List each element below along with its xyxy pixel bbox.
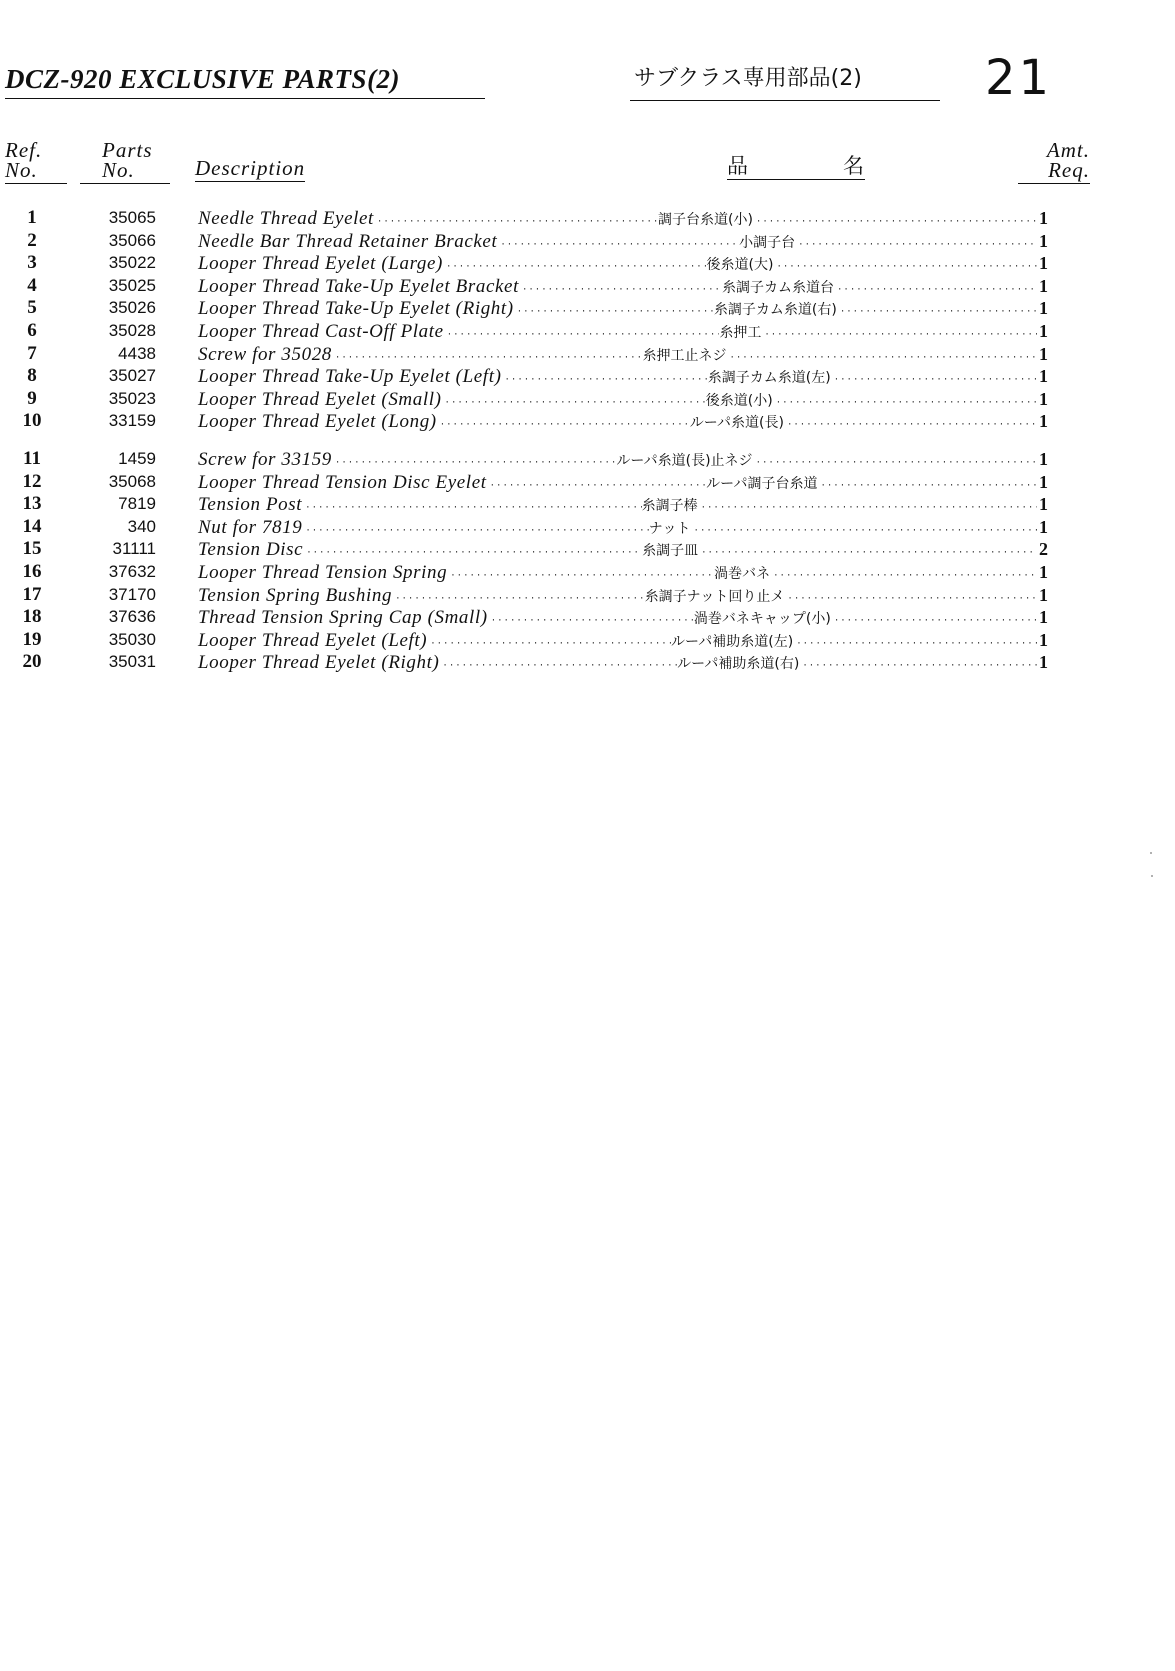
part-number: 340 [127, 516, 156, 536]
header-req-label: Req. [1048, 158, 1090, 182]
part-description: Looper Thread Eyelet (Small) [198, 388, 442, 410]
amount-required: 1 [1039, 230, 1048, 251]
part-description: Looper Thread Eyelet (Long) [198, 411, 437, 433]
part-number: 35066 [108, 230, 156, 250]
part-name-jp: 糸調子皿 [642, 543, 699, 560]
amount-required: 1 [1039, 343, 1048, 364]
part-number: 35065 [108, 208, 156, 227]
part-number: 35025 [108, 275, 156, 295]
parts-row [0, 320, 1175, 343]
part-description: Nut for 7819 [198, 516, 303, 538]
part-number: 37636 [108, 607, 156, 627]
part-name-jp: 糸調子棒 [641, 498, 698, 515]
part-number: 35022 [108, 253, 156, 273]
part-number: 35028 [108, 320, 156, 340]
amount-required: 1 [1038, 561, 1048, 582]
part-number: 31111 [112, 539, 156, 559]
ref-no: 8 [27, 365, 37, 387]
parts-row [0, 207, 1175, 230]
parts-row [0, 561, 1175, 584]
scan-speck [1151, 875, 1153, 877]
ref-no: 9 [27, 387, 37, 409]
header-jp-char-a: 品 [727, 154, 749, 178]
part-name-jp: ナット [648, 520, 691, 537]
header-description: Description [195, 156, 306, 180]
part-name-jp: 糸押工 [719, 324, 762, 341]
header-japanese-name [727, 156, 865, 180]
parts-row [0, 493, 1175, 516]
part-description: Looper Thread Eyelet (Left) [198, 629, 428, 651]
part-description: Looper Thread Cast-Off Plate [198, 320, 444, 342]
part-number: 37170 [108, 584, 156, 604]
ref-no: 15 [22, 538, 42, 560]
ref-no: 4 [27, 274, 37, 296]
parts-row [0, 629, 1175, 652]
part-name-jp: ルーパ糸道(長)止ネジ [616, 452, 753, 469]
parts-row [0, 230, 1175, 253]
parts-row [0, 516, 1175, 539]
parts-row [0, 651, 1175, 674]
scan-speck [1150, 852, 1152, 854]
part-name-jp: ルーパ補助糸道(右) [677, 656, 800, 673]
part-description: Screw for 35028 [198, 343, 332, 365]
amount-required: 1 [1039, 652, 1048, 673]
ref-no: 10 [22, 410, 42, 432]
dot-leader [437, 414, 690, 436]
part-name-jp: 渦巻バネ [714, 565, 771, 582]
amount-required: 1 [1039, 388, 1048, 409]
part-description: Looper Thread Take-Up Eyelet Bracket [198, 275, 519, 297]
amount-required: 1 [1038, 471, 1048, 492]
ref-no: 1 [27, 207, 37, 228]
parts-row [0, 297, 1175, 320]
page-title: DCZ-920 EXCLUSIVE PARTS(2) [5, 62, 485, 99]
parts-row [0, 410, 1175, 433]
ref-no: 7 [27, 342, 37, 364]
page-number: 21 [985, 50, 1053, 106]
part-description: Looper Thread Tension Disc Eyelet [198, 471, 487, 493]
part-name-jp: ルーパ補助糸道(左) [670, 633, 794, 650]
part-number: 35068 [108, 471, 156, 491]
ref-no: 13 [22, 493, 42, 515]
ref-no: 5 [27, 297, 37, 319]
amount-required: 1 [1038, 607, 1048, 628]
part-number: 35023 [108, 388, 156, 408]
part-number: 35026 [108, 298, 156, 318]
ref-no: 12 [22, 470, 42, 492]
amount-required: 1 [1038, 629, 1048, 650]
part-description: Screw for 33159 [198, 448, 332, 470]
dot-leader [439, 655, 677, 677]
part-description: Looper Thread Eyelet (Large) [198, 253, 443, 275]
part-description: Looper Thread Take-Up Eyelet (Right) [198, 298, 514, 320]
parts-row [0, 471, 1175, 494]
part-name-jp: ルーパ調子台糸道 [706, 475, 818, 492]
page-title-jp: サブクラス専用部品(2) [630, 62, 940, 101]
parts-row [0, 606, 1175, 629]
amount-required: 1 [1038, 411, 1048, 432]
amount-required: 1 [1039, 320, 1048, 341]
ref-no: 17 [22, 583, 42, 605]
part-name-jp: 糸調子カム糸道(右) [713, 302, 837, 319]
header-amt-label: Amt. [1046, 138, 1090, 162]
part-name-jp: 渦巻バネキャップ(小) [693, 611, 831, 628]
ref-no: 2 [27, 229, 37, 251]
ref-no: 16 [22, 560, 42, 582]
part-number: 35031 [108, 652, 156, 672]
header-parts-label: Parts [102, 138, 153, 162]
amount-required: 2 [1039, 539, 1048, 560]
part-name-jp: 調子台糸道(小) [657, 212, 753, 228]
header-parts-no-label: No. [102, 158, 135, 182]
amount-required: 1 [1038, 448, 1048, 469]
parts-row [0, 388, 1175, 411]
ref-no: 18 [22, 606, 42, 628]
part-description: Needle Bar Thread Retainer Bracket [198, 230, 498, 252]
part-description: Needle Thread Eyelet [198, 208, 374, 229]
dot-leader [784, 414, 1037, 436]
amount-required: 1 [1038, 584, 1048, 605]
parts-row [0, 365, 1175, 388]
parts-row [0, 538, 1175, 561]
part-number: 35027 [108, 366, 156, 386]
part-name-jp: 糸調子ナット回り止メ [644, 588, 785, 605]
ref-no: 20 [22, 651, 42, 673]
part-description: Tension Post [198, 494, 303, 516]
amount-required: 1 [1039, 208, 1048, 228]
amount-required: 1 [1039, 275, 1048, 296]
part-number: 35030 [108, 629, 156, 649]
header-parts-no [80, 140, 170, 184]
parts-row [0, 275, 1175, 298]
amount-required: 1 [1039, 366, 1048, 387]
part-number: 4438 [118, 343, 156, 363]
amount-required: 1 [1038, 253, 1048, 274]
part-number: 37632 [108, 561, 156, 581]
part-description: Looper Thread Take-Up Eyelet (Left) [198, 366, 502, 388]
header-amt-req [1018, 140, 1090, 184]
ref-no: 14 [22, 515, 42, 537]
parts-row [0, 448, 1175, 471]
part-number: 1459 [118, 448, 156, 468]
parts-row [0, 343, 1175, 366]
parts-row [0, 252, 1175, 275]
header-ref-label: Ref. [5, 138, 43, 162]
ref-no: 6 [27, 319, 37, 341]
row-line [198, 410, 1048, 436]
row-line [198, 651, 1048, 677]
part-name-jp: 後糸道(小) [705, 392, 773, 409]
amount-required: 1 [1038, 494, 1048, 515]
part-description: Looper Thread Tension Spring [198, 561, 448, 583]
dot-leader [799, 655, 1037, 677]
ref-no: 3 [27, 252, 37, 274]
part-description: Thread Tension Spring Cap (Small) [198, 607, 488, 629]
part-name-jp: 糸押工止ネジ [642, 347, 727, 364]
ref-no: 11 [23, 447, 41, 469]
header-ref-no [5, 140, 67, 184]
part-description: Looper Thread Eyelet (Right) [198, 652, 440, 674]
amount-required: 1 [1038, 298, 1048, 319]
part-name-jp: ルーパ糸道(長) [689, 415, 784, 432]
part-description: Tension Spring Bushing [198, 584, 393, 606]
parts-row [0, 584, 1175, 607]
header-ref-no-label: No. [5, 158, 38, 182]
header-jp-char-b: 名 [843, 154, 865, 178]
part-name-jp: 糸調子カム糸道台 [721, 279, 834, 296]
part-name-jp: 糸調子カム糸道(左) [707, 370, 831, 387]
part-name-jp: 後糸道(大) [706, 257, 774, 274]
part-description: Tension Disc [198, 539, 304, 561]
amount-required: 1 [1039, 516, 1048, 537]
part-number: 33159 [108, 411, 156, 431]
part-number: 7819 [118, 494, 156, 514]
ref-no: 19 [22, 628, 42, 650]
parts-list [0, 207, 1175, 674]
part-name-jp: 小調子台 [739, 234, 796, 251]
